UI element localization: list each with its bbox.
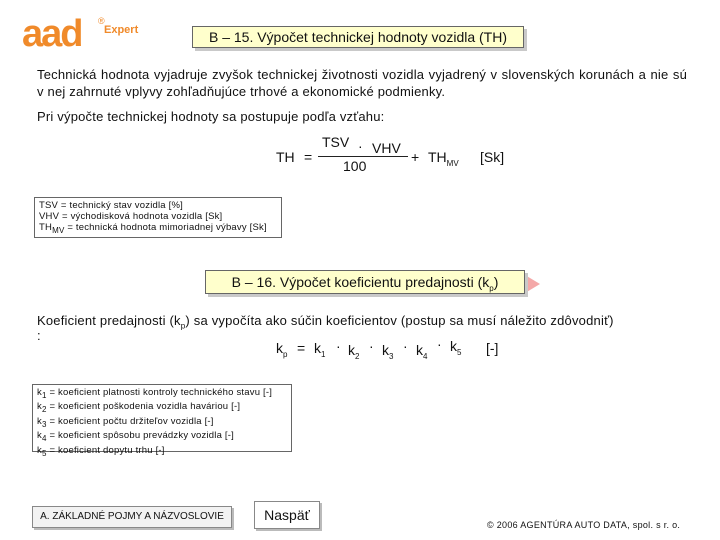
- definition-row: $k_5$ = koeficient dopytu trhu [-]: [37, 444, 165, 458]
- th-formula-denominator: 100: [343, 158, 367, 174]
- kp-term-k3: $k_3$: [382, 342, 394, 361]
- back-button[interactable]: Naspäť: [254, 501, 320, 529]
- definition-row: $TH_{MV}$ = technická hodnota mimoriadnej výbavy [Sk]: [39, 222, 267, 235]
- kp-dot: ·: [369, 338, 374, 354]
- th-formula-vhv: VHV: [372, 140, 401, 156]
- kp-term-k2: $k_2$: [348, 342, 360, 361]
- logo-registered-mark: ®: [98, 16, 105, 26]
- definition-row: $k_4$ = koeficient spôsobu prevádzky vozidla [-]: [37, 430, 234, 444]
- kp-formula-unit: [-]: [486, 340, 499, 356]
- definition-row: $k_2$ = koeficient poškodenia vozidla haváriou [-]: [37, 401, 241, 415]
- definition-row: $k_1$ = koeficient platnosti kontroly technického stavu [-]: [37, 387, 273, 400]
- section-16-title: B – 16. Výpočet koeficientu predajnosti $(k_p)$: [205, 270, 525, 294]
- definition-row: $k_3$ = koeficient počtu držiteľov vozidla [-]: [37, 415, 214, 429]
- th-formula-plus: +: [411, 149, 420, 165]
- kp-term-k4: $k_4$: [416, 342, 428, 361]
- th-formula-thmv: $TH_{MV}$: [428, 149, 459, 168]
- section-15-definitions: [34, 197, 282, 238]
- kp-formula-equals: =: [297, 340, 306, 356]
- kp-term-k5: $k_5$: [450, 338, 462, 357]
- section-15-title: B – 15. Výpočet technickej hodnoty vozidla (TH): [192, 26, 524, 48]
- kp-term-k1: $k_1$: [314, 340, 326, 359]
- kp-formula-lhs: $k_p$: [276, 340, 288, 359]
- logo-suffix: Expert: [104, 24, 139, 36]
- logo-brand: aad: [22, 13, 82, 55]
- company-logo: [22, 14, 140, 54]
- th-formula-lhs: TH: [276, 149, 295, 165]
- section-15-intro: Pri výpočte technickej hodnoty sa postupuje podľa vzťahu:: [37, 109, 385, 124]
- kp-dot: ·: [403, 338, 408, 354]
- copyright-text: © 2006 AGENTÚRA AUTO DATA, spol. s r. o.: [487, 520, 681, 530]
- section-16-colon: :: [37, 328, 41, 343]
- definition-row: VHV = východisková hodnota vozidla [Sk]: [39, 211, 223, 222]
- kp-dot: ·: [336, 338, 341, 354]
- th-formula-dot: ·: [358, 138, 363, 154]
- section-15-paragraph: Technická hodnota vyjadruje zvyšok technickej životnosti vozidla vyjadrený v slovenských korunách a nie sú v nej zahrnuté vplyvy zohľadňujúce trhové a ekonomické podmienky.: [37, 67, 687, 99]
- section-16-definitions: [32, 384, 292, 458]
- kp-dot: ·: [437, 336, 442, 352]
- nav-basic-terms-button[interactable]: A. ZÁKLADNÉ POJMY A NÁZVOSLOVIE: [32, 506, 232, 528]
- th-formula-unit: [Sk]: [480, 149, 505, 165]
- th-formula-equals: =: [304, 149, 313, 165]
- definition-row: TSV = technický stav vozidla [%]: [39, 200, 183, 211]
- th-formula-tsv: TSV: [322, 134, 350, 150]
- section-16-paragraph: Koeficient predajnosti $(k_p)$ sa vypočíta ako súčin koeficientov (postup sa musí náležito zdôvodniť): [37, 313, 614, 331]
- fraction-bar: [318, 156, 408, 157]
